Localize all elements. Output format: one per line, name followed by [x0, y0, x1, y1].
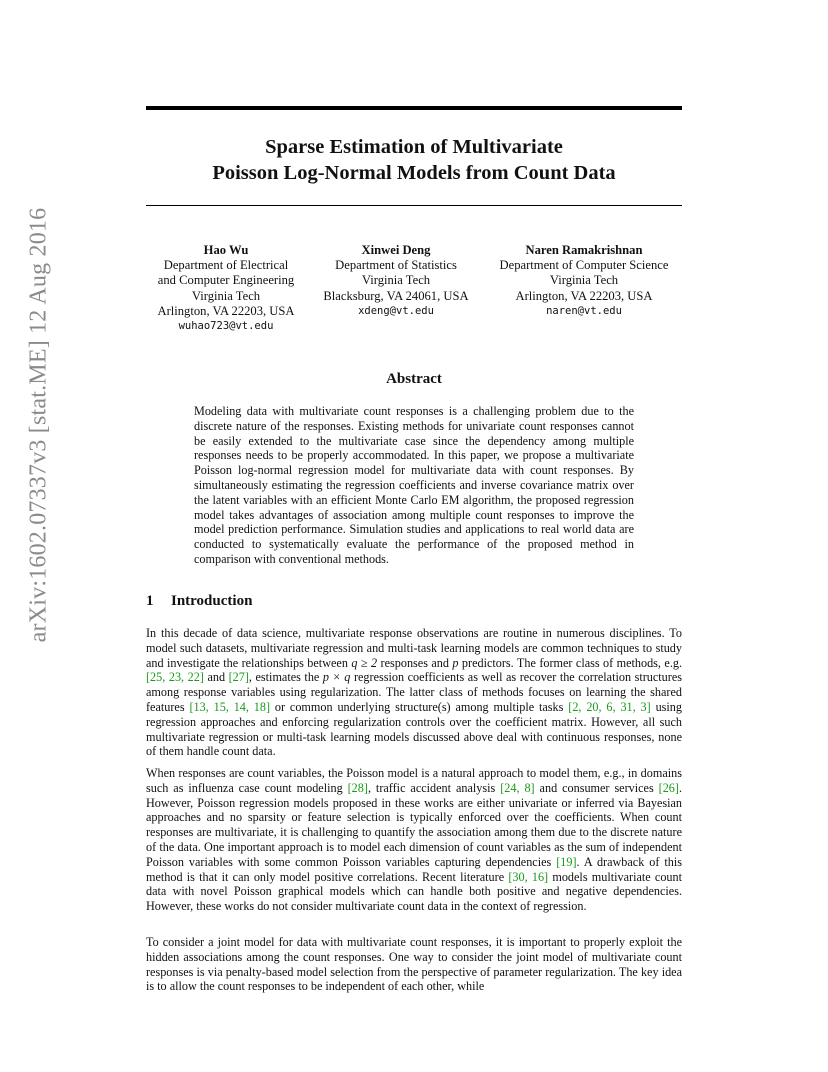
- math-inline: q ≥ 2: [351, 655, 378, 670]
- math-inline: p × q: [322, 670, 351, 685]
- citation-link[interactable]: [24, 8]: [500, 780, 535, 795]
- math-inline: p: [452, 655, 459, 670]
- citation-link[interactable]: [28]: [347, 780, 368, 795]
- paragraph-2: [146, 766, 682, 914]
- citation-link[interactable]: [25, 23, 22]: [146, 670, 204, 685]
- title-line-2: Poisson Log-Normal Models from Count Data: [212, 162, 616, 184]
- author-affiliation: and Computer Engineering: [157, 273, 295, 288]
- author-name: Naren Ramakrishnan: [525, 243, 643, 257]
- section-title: Introduction: [171, 593, 253, 609]
- citation-link[interactable]: [2, 20, 6, 31, 3]: [568, 699, 651, 714]
- section-heading-introduction: [146, 593, 252, 610]
- citation-link[interactable]: [30, 16]: [508, 869, 549, 884]
- paragraph-text: or common underlying structure(s) among multiple tasks: [270, 699, 569, 714]
- arxiv-side-identifier: [14, 160, 64, 690]
- author-email: naren@vt.edu: [546, 304, 622, 317]
- citation-link[interactable]: [19]: [556, 854, 577, 869]
- paragraph-3: [146, 935, 682, 994]
- paragraph-text: and: [203, 670, 229, 685]
- author-address: Blacksburg, VA 24061, USA: [323, 288, 469, 303]
- abstract-heading: Abstract: [386, 371, 442, 387]
- citation-link[interactable]: [27]: [228, 670, 249, 685]
- paragraph-text: . A drawback of this method is that it can only model positive correlations. Recent literature: [146, 854, 682, 884]
- author-affiliation: Virginia Tech: [361, 273, 431, 288]
- citation-link[interactable]: [13, 15, 14, 18]: [189, 699, 271, 714]
- author-name: Hao Wu: [203, 243, 249, 257]
- paragraph-text: predictors. The former class of methods, e.g.: [458, 655, 683, 670]
- paragraph-text: When responses are count variables, the Poisson model is a natural approach to model them, e.g., in domains such as influenza case count modeling: [146, 766, 682, 795]
- paragraph-text: models multivariate count data with novel Poisson graphical models which can handle both positive and negative dependencies. However, these works do not consider multivariate count data in the context of regression.: [146, 869, 682, 914]
- author-hao-wu: [146, 243, 306, 334]
- paragraph-text: To consider a joint model for data with multivariate count responses, it is important to properly exploit the hidden associations among the count responses. One way to consider the joint model of multivariate count responses is via penalty-based model selection from the perspective of parameter regularization. The key idea is to allow the count responses to be independent of each other, while: [146, 935, 682, 994]
- arxiv-identifier-text: arXiv:1602.07337v3 [stat.ME] 12 Aug 2016: [25, 207, 52, 643]
- author-affiliation: Department of Statistics: [335, 258, 457, 273]
- author-email: wuhao723@vt.edu: [178, 320, 274, 333]
- author-xinwei-deng: [315, 243, 477, 334]
- author-address: Arlington, VA 22203, USA: [515, 288, 653, 303]
- author-affiliation: Department of Electrical: [163, 258, 289, 273]
- paragraph-text: , estimates the: [248, 670, 323, 685]
- paragraph-text: responses and: [377, 655, 453, 670]
- paragraph-text: using regression approaches and enforcing regularization controls over the coefficient matrix. However, all such multivariate regression or multi-task learning models discussed above deal with continuous responses, none of them handle count data.: [146, 699, 682, 759]
- author-affiliation: Department of Computer Science: [499, 258, 669, 273]
- title-top-rule: [146, 106, 682, 110]
- section-number: 1: [146, 593, 154, 609]
- citation-link[interactable]: [26]: [658, 780, 679, 795]
- title-line-1: Sparse Estimation of Multivariate: [265, 136, 563, 158]
- paragraph-text: and consumer services: [534, 780, 659, 795]
- paragraph-text: In this decade of data science, multivariate response observations are routine in numerous disciplines. To model such datasets, multivariate regression and multi-task learning models are common techniques to study and investigate the relationships between: [146, 626, 682, 670]
- paragraph-text: , traffic accident analysis: [367, 780, 501, 795]
- author-email: xdeng@vt.edu: [358, 304, 434, 317]
- author-block: [146, 243, 682, 334]
- author-naren-ramakrishnan: [486, 243, 682, 334]
- paper-title: [146, 134, 682, 186]
- author-address: Arlington, VA 22203, USA: [157, 303, 295, 318]
- paragraph-text: . However, Poisson regression models proposed in these works are either univariate or inferred via Bayesian approaches and no sparsity or feature selection is typically enforced over the coefficients. When count responses are multivariate, it is challenging to quantify the association among them due to the discrete nature of the data. One important approach is to model each dimension of count variables as the sum of independent Poisson variables with some common Poisson variables capturing dependencies: [146, 780, 682, 869]
- author-affiliation: Virginia Tech: [549, 273, 619, 288]
- paragraph-1: [146, 626, 682, 759]
- title-bottom-rule: [146, 205, 682, 206]
- abstract-body: Modeling data with multivariate count responses is a challenging problem due to the discrete nature of the responses. Existing methods for univariate count responses cannot be easily extended to the multivariate case since the dependency among multiple responses needs to be properly accommodated. In this paper, we propose a multivariate Poisson log-normal regression model for multivariate data with count responses. By simultaneously estimating the regression coefficients and inverse covariance matrix over the latent variables with an efficient Monte Carlo EM algorithm, the proposed regression model takes advantages of association among multiple count responses to improve the model prediction performance. Simulation studies and applications to real world data are conducted to systematically evaluate the performance of the proposed method in comparison with conventional methods.: [194, 404, 634, 566]
- author-affiliation: Virginia Tech: [191, 288, 261, 303]
- author-name: Xinwei Deng: [361, 243, 431, 257]
- paragraph-text: regression coefficients as well as recover the correlation structures among response variables using regularization. The latter class of methods focuses on learning the shared features: [146, 670, 682, 714]
